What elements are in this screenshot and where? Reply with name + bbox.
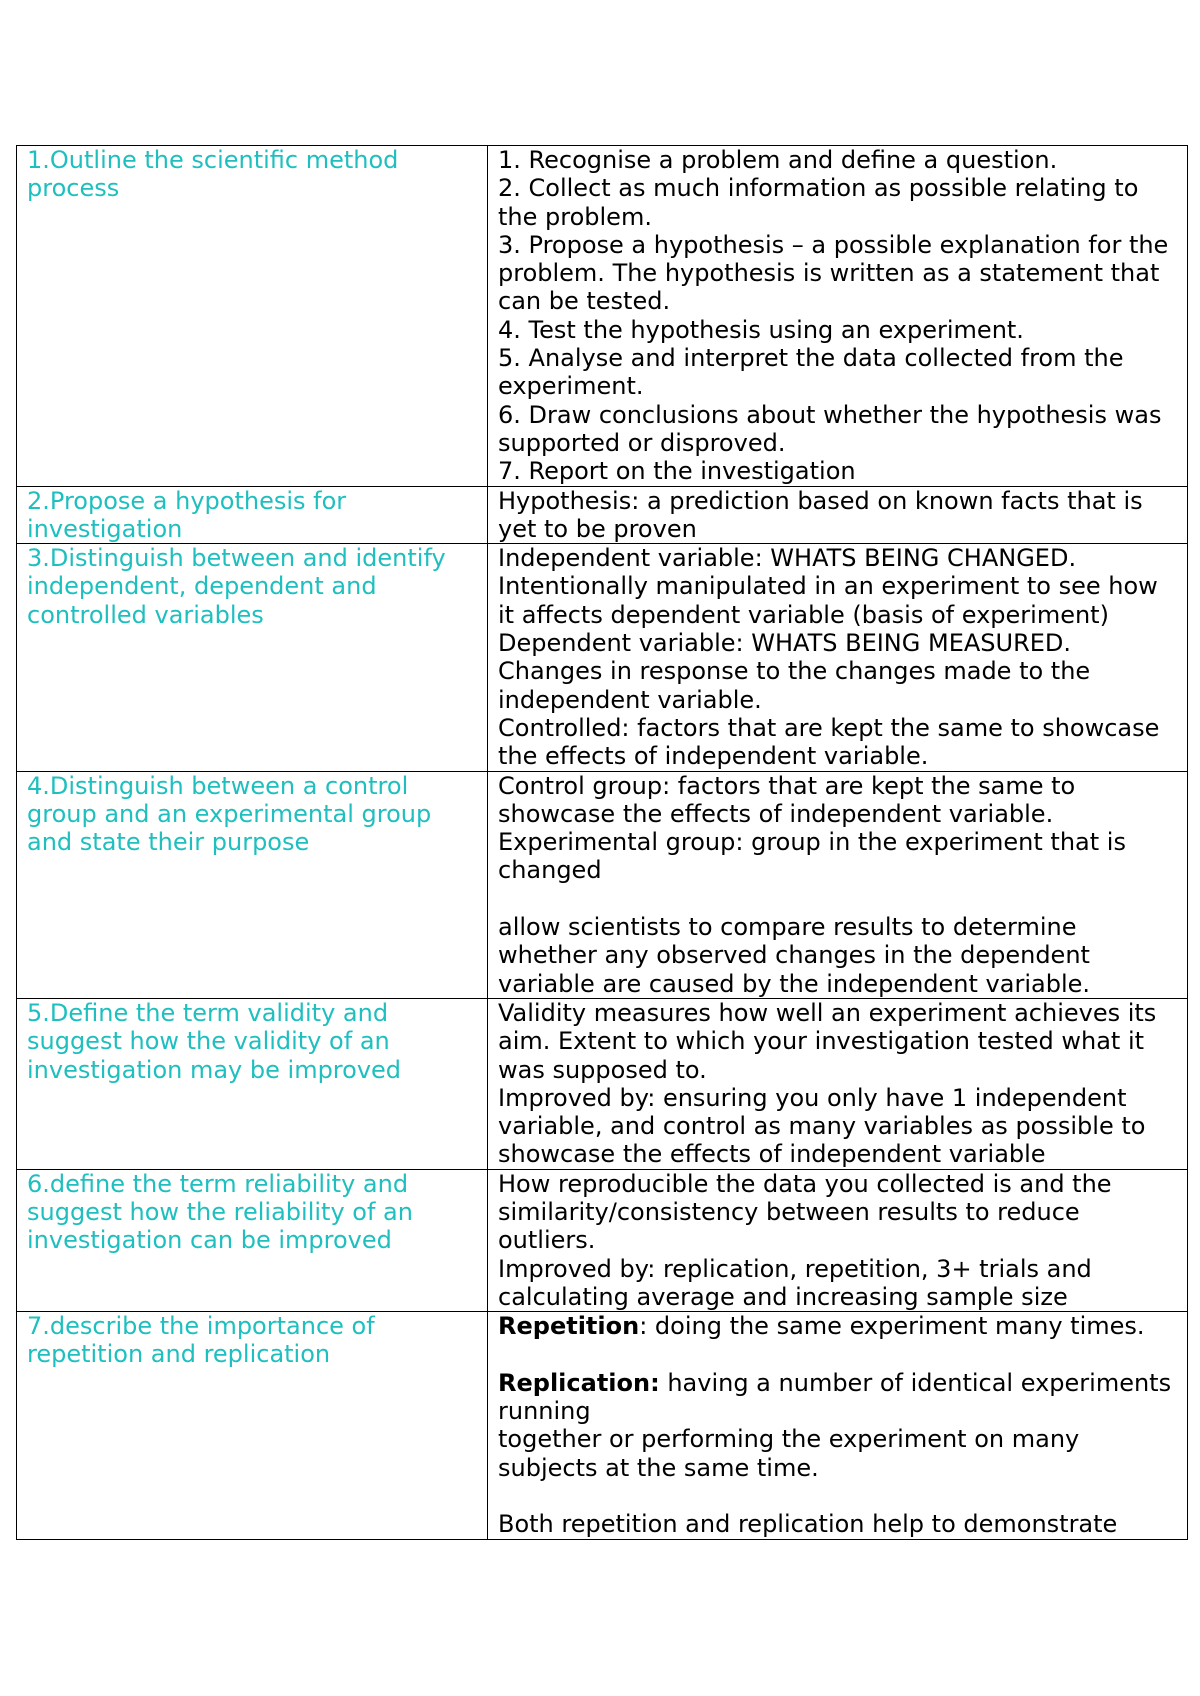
answer-cell: Hypothesis: a prediction based on known facts that is yet to be proven [488, 486, 1188, 544]
question-cell: 6.define the term reliability and suggest how the reliability of an investigation can be improved [17, 1169, 488, 1311]
table-row [17, 998, 1188, 1169]
question-cell: 2.Propose a hypothesis for investigation [17, 486, 488, 544]
table-row [17, 544, 1188, 771]
table-row [17, 1169, 1188, 1311]
question-cell: 7.describe the importance of repetition and replication [17, 1312, 488, 1539]
table-row [17, 1312, 1188, 1539]
table-row [17, 146, 1188, 487]
answer-cell: Independent variable: WHATS BEING CHANGED. Intentionally manipulated in an experiment to see how it affects dependent variable (basis of experiment) Dependent variable: WHATS BEING MEASURED. Changes in response to the changes made to the independent variable. Controlled: factors that are kept the same to showcase the effects of independent variable. [488, 544, 1188, 771]
table-row [17, 771, 1188, 998]
question-cell: 1.Outline the scientific method process [17, 146, 488, 487]
answer-cell: Control group: factors that are kept the same to showcase the effects of independent variable. Experimental group: group in the experiment that is changed allow scientists to compare results to determine whether any observed changes in the dependent variable are caused by the independent variable. [488, 771, 1188, 998]
study-notes-table [16, 145, 1188, 1540]
answer-cell [488, 1312, 1188, 1539]
question-cell: 4.Distinguish between a control group and an experimental group and state their purpose [17, 771, 488, 998]
replication-definition: having a number of identical experiments running together or performing the experiment on many subjects at the same time. [498, 1368, 1172, 1482]
closing-sentence: Both repetition and replication help to demonstrate [498, 1510, 1118, 1539]
answer-cell: Validity measures how well an experiment achieves its aim. Extent to which your investigation tested what it was supposed to. Improved by: ensuring you only have 1 independent variable, and control as many variables as possible to showcase the effects of independent variable [488, 998, 1188, 1169]
answer-cell: 1. Recognise a problem and define a question. 2. Collect as much information as possible relating to the problem. 3. Propose a hypothesis – a possible explanation for the problem. The hypothesis is written as a statement that can be tested. 4. Test the hypothesis using an experiment. 5. Analyse and interpret the data collected from the experiment. 6. Draw conclusions about whether the hypothesis was supported or disproved. 7. Report on the investigation [488, 146, 1188, 487]
repetition-definition: : doing the same experiment many times. [639, 1312, 1145, 1341]
question-cell: 3.Distinguish between and identify independent, dependent and controlled variables [17, 544, 488, 771]
answer-cell: How reproducible the data you collected is and the similarity/consistency between results to reduce outliers. Improved by: replication, repetition, 3+ trials and calculating average and increasing sample size [488, 1169, 1188, 1311]
repetition-term: Repetition [498, 1312, 640, 1341]
question-cell: 5.Define the term validity and suggest how the validity of an investigation may be improved [17, 998, 488, 1169]
replication-term: Replication: [498, 1368, 660, 1397]
table-row [17, 486, 1188, 544]
